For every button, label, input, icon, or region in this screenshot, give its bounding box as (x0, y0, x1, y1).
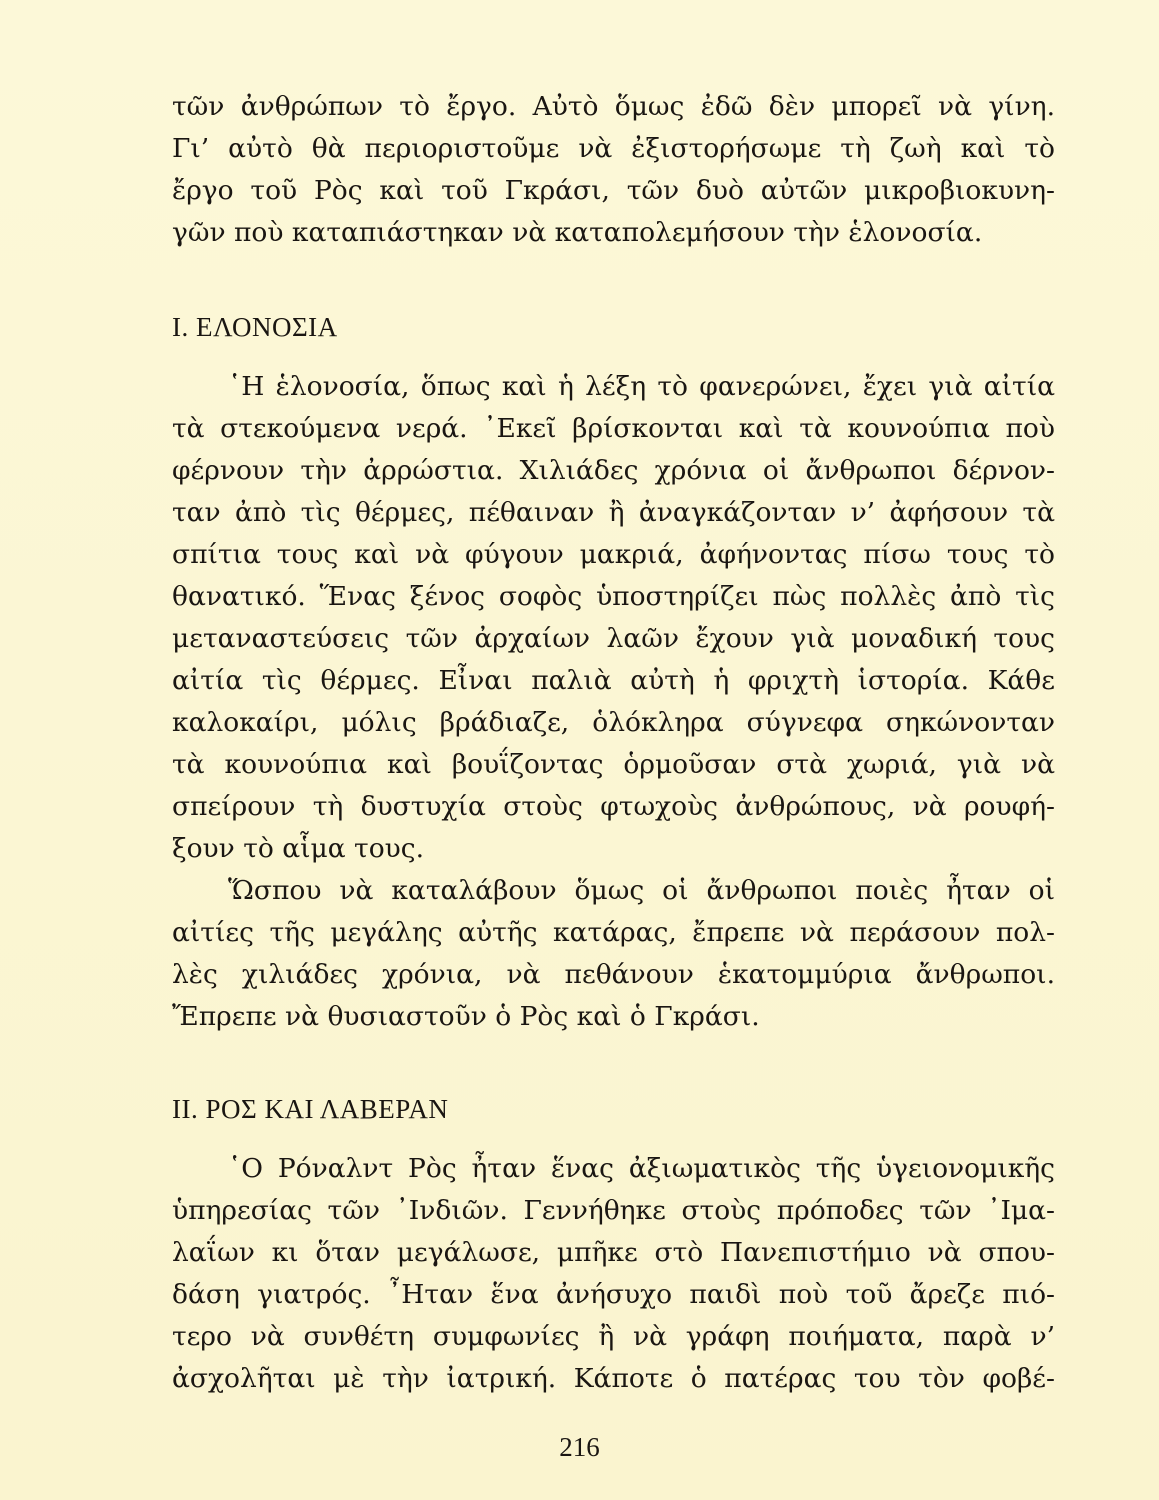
text-line: καλοκαίρι, μόλις βράδιαζε, ὁλόκληρα σύγνεφα σηκώνονταν (172, 707, 1055, 738)
text-line: αἰτίες τῆς μεγάλης αὐτῆς κατάρας, ἔπρεπε νὰ περάσουν πολ- (172, 917, 1055, 948)
text-line: ὑπηρεσίας τῶν ᾿Ινδιῶν. Γεννήθηκε στοὺς πρόποδες τῶν ᾿Ιμα- (172, 1195, 1055, 1226)
text-line: γῶν ποὺ καταπιάστηκαν νὰ καταπολεμήσουν τὴν ἑλονοσία. (172, 217, 983, 248)
text-line: τῶν ἀνθρώπων τὸ ἔργο. Αὐτὸ ὅμως ἐδῶ δὲν μπορεῖ νὰ γίνη. (172, 91, 1055, 122)
text-line: σπείρουν τὴ δυστυχία στοὺς φτωχοὺς ἀνθρώπους, νὰ ρουφή- (172, 791, 1055, 822)
text-line: λαΐων κι ὅταν μεγάλωσε, μπῆκε στὸ Πανεπιστήμιο νὰ σπου- (172, 1237, 1055, 1268)
text-line: δάση γιατρός. ῏Ηταν ἕνα ἀνήσυχο παιδὶ ποὺ τοῦ ἄρεζε πιό- (172, 1279, 1055, 1310)
text-line: Ὥσπου νὰ καταλάβουν ὅμως οἱ ἄνθρωποι ποιὲς ἦταν οἱ (228, 875, 1055, 906)
section-heading: I. ΕΛΟΝΟΣΙΑ (172, 312, 338, 342)
text-line: μεταναστεύσεις τῶν ἀρχαίων λαῶν ἔχουν γιὰ μοναδική τους (172, 623, 1055, 654)
text-line: ἔργο τοῦ Ρὸς καὶ τοῦ Γκράσι, τῶν δυὸ αὐτῶν μικροβιοκυνη- (172, 175, 1055, 206)
text-line: Ἔπρεπε νὰ θυσιαστοῦν ὁ Ρὸς καὶ ὁ Γκράσι. (172, 1001, 760, 1032)
text-line: θανατικό. Ἕνας ξένος σοφὸς ὑποστηρίζει πὼς πολλὲς ἀπὸ τὶς (172, 581, 1055, 612)
text-line: αἰτία τὶς θέρμες. Εἶναι παλιὰ αὐτὴ ἡ φριχτὴ ἱστορία. Κάθε (172, 665, 1055, 696)
text-line: τὰ κουνούπια καὶ βουΐζοντας ὁρμοῦσαν στὰ χωριά, γιὰ νὰ (172, 749, 1055, 780)
text-line: τερο νὰ συνθέτη συμφωνίες ἢ νὰ γράφη ποιήματα, παρὰ ν’ (172, 1321, 1055, 1352)
text-line: φέρνουν τὴν ἀρρώστια. Χιλιάδες χρόνια οἱ ἄνθρωποι δέρνον- (172, 455, 1055, 486)
text-line: ῾Η ἑλονοσία, ὅπως καὶ ἡ λέξη τὸ φανερώνει, ἔχει γιὰ αἰτία (228, 371, 1055, 402)
text-line: ῾Ο Ρόναλντ Ρὸς ἦταν ἕνας ἀξιωματικὸς τῆς ὑγειονομικῆς (228, 1153, 1055, 1184)
text-line: λὲς χιλιάδες χρόνια, νὰ πεθάνουν ἑκατομμύρια ἄνθρωποι. (172, 959, 1055, 990)
section-body (172, 1148, 1055, 1400)
page-number: 216 (559, 1432, 600, 1462)
section-body (172, 366, 1055, 1038)
text-line: ταν ἀπὸ τὶς θέρμες, πέθαιναν ἢ ἀναγκάζονταν ν’ ἀφήσουν τὰ (172, 497, 1055, 528)
text-line: ἀσχολῆται μὲ τὴν ἰατρική. Κάποτε ὁ πατέρας του τὸν φοβέ- (172, 1363, 1055, 1394)
intro-paragraph (172, 86, 1055, 254)
text-line: σπίτια τους καὶ νὰ φύγουν μακριά, ἀφήνοντας πίσω τους τὸ (172, 539, 1055, 570)
text-line: τὰ στεκούμενα νερά. ᾿Εκεῖ βρίσκονται καὶ τὰ κουνούπια ποὺ (172, 413, 1055, 444)
text-line: Γι’ αὐτὸ θὰ περιοριστοῦμε νὰ ἐξιστορήσωμε τὴ ζωὴ καὶ τὸ (172, 133, 1055, 164)
section-heading: II. ΡΟΣ ΚΑΙ ΛΑΒΕΡΑΝ (172, 1094, 449, 1124)
text-line: ξουν τὸ αἷμα τους. (172, 833, 425, 864)
